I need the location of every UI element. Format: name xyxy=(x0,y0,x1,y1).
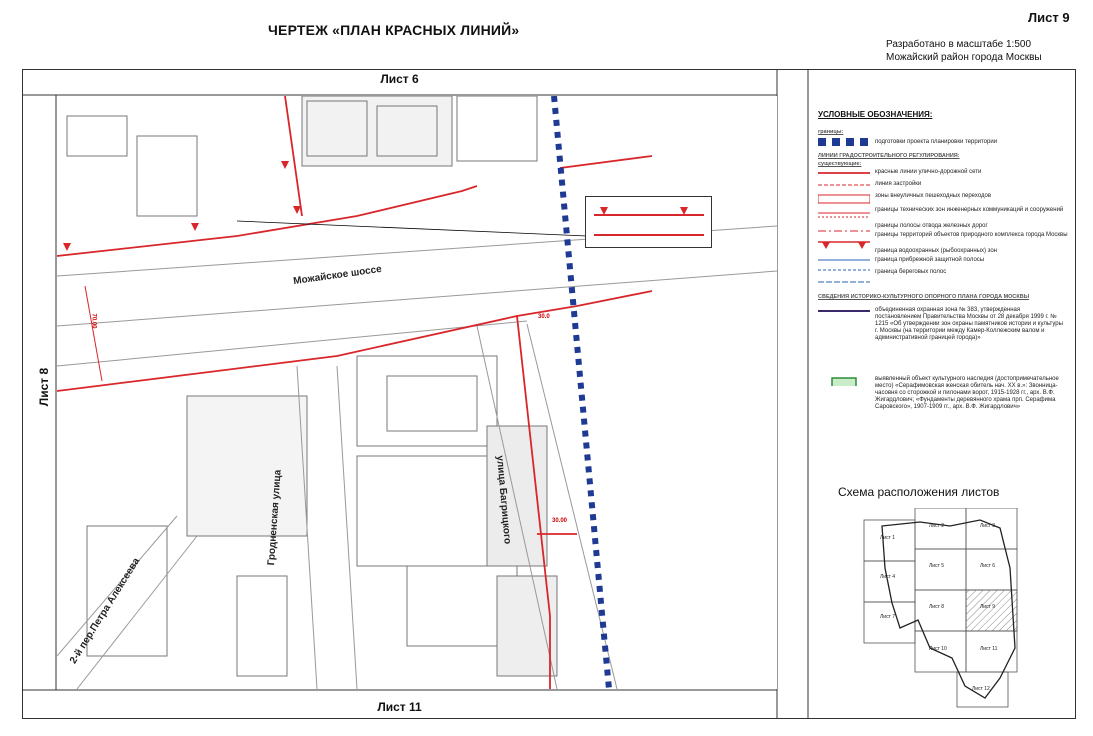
callout-symbol xyxy=(586,197,711,247)
scheme-cell-8: Лист 8 xyxy=(929,604,945,610)
legend-item-technical: границы технических зон инженерных коммуникаций и сооружений xyxy=(875,207,1064,213)
legend-item-building-line: линия застройки xyxy=(875,181,922,187)
scheme-cell-9: Лист 9 xyxy=(980,604,996,610)
legend-item-shore: граница береговых полос xyxy=(875,269,947,275)
legend-item-pedestrian: зоны внеуличных пешеходных переходов xyxy=(875,193,992,199)
legend-group-borders: границы: xyxy=(818,129,844,135)
callout-leader xyxy=(237,221,587,236)
dimension-line xyxy=(85,286,102,381)
scheme-cell-11: Лист 11 xyxy=(980,646,998,652)
scheme-cell-2: Лист 2 xyxy=(929,523,945,529)
project-boundary-line xyxy=(554,96,609,689)
legend-group-regulation: ЛИНИИ ГРАДОСТРОИТЕЛЬНОГО РЕГУЛИРОВАНИЯ: xyxy=(818,153,960,159)
legend-title: УСЛОВНЫЕ ОБОЗНАЧЕНИЯ: xyxy=(818,110,933,119)
scheme-cell-5: Лист 5 xyxy=(929,563,945,569)
street-label-mozhaiskoe: Можайское шоссе xyxy=(292,263,383,288)
legend-group-heritage: СВЕДЕНИЯ ИСТОРИКО-КУЛЬТУРНОГО ОПОРНОГО ПЛАНА ГОРОДА МОСКВЫ xyxy=(818,294,1030,300)
street-label-petra-alekseeva: 2-й пер.Петра Алексеева xyxy=(68,556,143,666)
map-buildings xyxy=(67,96,557,676)
dimension-label-30b: 30.00 xyxy=(552,518,568,524)
legend-item-list xyxy=(875,169,1073,278)
neighbor-top-label: Лист 6 xyxy=(380,72,419,86)
legend-symbols xyxy=(818,168,870,290)
scheme-cell-1: Лист 1 xyxy=(880,535,896,541)
scheme-cell-6: Лист 6 xyxy=(980,563,996,569)
red-line-markers xyxy=(63,161,301,251)
legend-item-coastal: граница прибрежной защитной полосы xyxy=(875,257,985,263)
scale-line: Разработано в масштабе 1:500 xyxy=(886,39,1032,50)
scheme-cell-10: Лист 10 xyxy=(929,646,947,652)
legend-symbol-project xyxy=(818,137,870,147)
legend-symbols-heritage xyxy=(818,306,870,386)
dimension-label-70: 70.00 xyxy=(90,313,97,329)
legend-item-heritage-object: выявленный объект культурного наследия (достопримечательное место) «Серафимовская женская обитель нач. XX в.»: Звонница-часовня со сторожкой и пилонами ворот, 1915-1928 гг., арх. В.Ф. Жигардлович; «Фундаменты деревянного храма прп. Серафима Саровского», 1907-1909 гг., арх. В.Ф. Жигардлович» xyxy=(875,376,1059,410)
red-line-callout xyxy=(585,196,712,248)
scheme-cell-4: Лист 4 xyxy=(880,574,896,580)
street-label-grodnenskaya: Гродненская улица xyxy=(266,469,284,566)
scheme-cell-3: Лист 3 xyxy=(980,523,996,529)
neighbor-left-label: Лист 8 xyxy=(37,367,51,407)
page-title: ЧЕРТЕЖ «ПЛАН КРАСНЫХ ЛИНИЙ» xyxy=(268,22,520,38)
legend-item-heritage-zone: объединенная охранная зона № 383, утвержденная постановлением Правительства Москвы от 28 декабря 1999 г. № 1215 «Об утверждении зон охраны памятников истории и культуры г. Москвы (на территории между Камер-Коллежским валом и административной границей города)» xyxy=(875,307,1063,341)
legend-item-railway: границы полосы отвода железных дорог xyxy=(875,223,988,229)
scheme-title: Схема расположения листов xyxy=(838,485,1000,499)
map-roads xyxy=(57,226,777,689)
legend-item-water: граница водоохранных (рыбоохранных) зон xyxy=(875,248,997,254)
district-line: Можайский район города Москвы xyxy=(886,52,1042,63)
scheme-cell-12: Лист 12 xyxy=(972,686,990,692)
scheme-cell-7: Лист 7 xyxy=(880,614,896,620)
legend-item-red-lines: красные линии улично-дорожной сети xyxy=(875,169,982,175)
scale-note xyxy=(886,38,1042,64)
legend-group-existing: существующие: xyxy=(818,161,862,167)
street-label-bagritskogo: улица Багрицкого xyxy=(494,455,513,545)
legend-item-natural: границы территорий объектов природного комплекса города Москвы xyxy=(875,232,1068,238)
legend-item-project: подготовки проекта планировки территории xyxy=(875,139,998,145)
dimension-label-30a: 30.0 xyxy=(538,314,550,320)
sheet-number: Лист 9 xyxy=(1028,10,1070,25)
map-canvas xyxy=(57,96,777,689)
neighbor-bottom-label: Лист 11 xyxy=(377,700,422,714)
